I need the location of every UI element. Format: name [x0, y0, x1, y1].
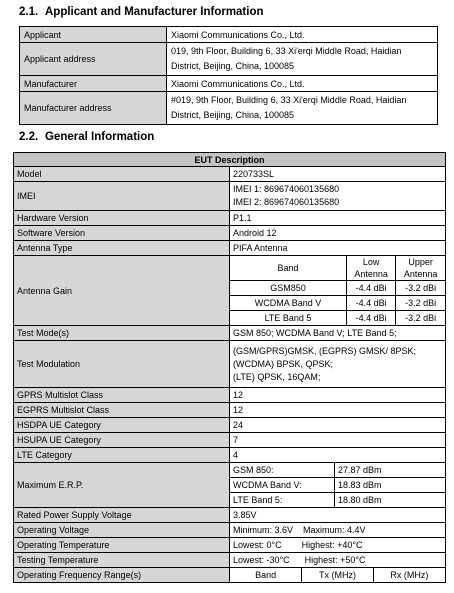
row-label: Antenna Gain [14, 256, 230, 326]
erp-band: LTE Band 5: [230, 493, 335, 508]
row-value: 220733SL [230, 167, 446, 182]
table-row-test-modes [14, 326, 446, 341]
upper-antenna-cell: -3.2 dBi [405, 313, 437, 323]
band-cell: GSM850 [230, 281, 347, 296]
row-label: Test Mode(s) [14, 326, 230, 341]
table-header-row [14, 153, 446, 167]
row-label: Applicant [20, 27, 167, 43]
table-row-model [14, 167, 446, 182]
section-title: General Information [45, 131, 155, 143]
eut-description-table [13, 152, 446, 583]
row-value: Minimum: 3.6V Maximum: 4.4V [230, 523, 446, 538]
row-value: 12 [230, 388, 446, 403]
row-label: Manufacturer address [20, 92, 167, 125]
row-value: Android 12 [230, 226, 446, 241]
erp-value: 18.83 dBm [335, 478, 446, 493]
row-label: IMEI [14, 182, 230, 211]
frequency-range-table [230, 568, 445, 582]
upper-antenna-cell: -3.2 dBi [396, 281, 445, 296]
row-value: 4 [230, 448, 446, 463]
low-antenna-cell: -4.4 dBi [347, 281, 396, 296]
row-label: Manufacturer [20, 76, 167, 92]
row-value: P1.1 [230, 211, 446, 226]
table-row [20, 76, 438, 92]
erp-row [230, 493, 445, 508]
row-label: Software Version [14, 226, 230, 241]
column-header: Band [230, 568, 302, 582]
table-row-max-erp [14, 463, 446, 508]
imei-1: IMEI 1: 869674060135680 [233, 184, 340, 194]
row-label: Operating Frequency Range(s) [14, 568, 230, 583]
row-label: Operating Temperature [14, 538, 230, 553]
imei-2: IMEI 2: 869674060135680 [233, 197, 340, 207]
row-value: PIFA Antenna [230, 241, 446, 256]
antenna-gain-row [230, 311, 445, 326]
row-value: 24 [230, 418, 446, 433]
row-label: Testing Temperature [14, 553, 230, 568]
row-value [230, 341, 446, 388]
low-antenna-cell: -4.4 dBi [347, 311, 396, 326]
table-row-rated-power [14, 508, 446, 523]
section-number: 2.1. [19, 6, 39, 18]
table-row-testing-temperature [14, 553, 446, 568]
row-value: 3.85V [230, 508, 446, 523]
section-title: Applicant and Manufacturer Information [45, 6, 264, 18]
band-cell: LTE Band 5 [230, 311, 347, 326]
table-row-gprs [14, 388, 446, 403]
row-label: GPRS Multislot Class [14, 388, 230, 403]
applicant-manufacturer-table [19, 26, 438, 125]
table-row-hsdpa [14, 418, 446, 433]
row-label: LTE Category [14, 448, 230, 463]
row-label: Test Modulation [14, 341, 230, 388]
upper-antenna-cell: -3.2 dBi [396, 296, 445, 311]
row-value: 7 [230, 433, 446, 448]
section-heading-general [19, 131, 154, 143]
section-number: 2.2. [19, 131, 39, 143]
table-row-lte-category [14, 448, 446, 463]
low-antenna-cell: -4.4 dBi [347, 296, 396, 311]
erp-row [230, 463, 445, 478]
row-label: Hardware Version [14, 211, 230, 226]
row-value: Lowest: 0°C Highest: +40°C [230, 538, 446, 553]
antenna-gain-row [230, 281, 445, 296]
column-header: Tx (MHz) [302, 568, 374, 582]
row-value [230, 182, 446, 211]
band-cell: WCDMA Band V [230, 296, 347, 311]
row-value: Xiaomi Communications Co., Ltd. [167, 27, 438, 43]
max-erp-cell [230, 463, 446, 508]
frequency-header-row [230, 568, 445, 582]
row-value: GSM 850; WCDMA Band V; LTE Band 5; [230, 326, 446, 341]
table-row-hardware [14, 211, 446, 226]
row-label: HSUPA UE Category [14, 433, 230, 448]
column-header: Rx (MHz) [390, 570, 429, 580]
row-label: Antenna Type [14, 241, 230, 256]
column-header: Band [230, 256, 347, 281]
erp-band: WCDMA Band V: [230, 478, 335, 493]
row-value: #019, 9th Floor, Building 6, 33 Xi'erqi Middle Road, Haidian District, Beijing, China, 100085 [167, 92, 438, 125]
table-row-test-modulation [14, 341, 446, 388]
column-header: Upper Antenna [396, 256, 445, 281]
row-label: Applicant address [20, 43, 167, 76]
row-value: 12 [230, 403, 446, 418]
max-erp-table [230, 463, 445, 507]
table-row-operating-voltage [14, 523, 446, 538]
row-label: Maximum E.R.P. [14, 463, 230, 508]
row-value: Xiaomi Communications Co., Ltd. [167, 76, 438, 92]
table-row-antenna-type [14, 241, 446, 256]
table-row [20, 92, 438, 125]
erp-value: 18.80 dBm [338, 495, 382, 505]
table-row-antenna-gain [14, 256, 446, 326]
row-value: 019, 9th Floor, Building 6, 33 Xi'erqi Middle Road, Haidian District, Beijing, China, 100085 [167, 43, 438, 76]
row-label: Model [14, 167, 230, 182]
table-row [20, 27, 438, 43]
modulation-line: (LTE) QPSK, 16QAM; [233, 371, 321, 382]
antenna-gain-table [230, 256, 445, 325]
frequency-range-cell [230, 568, 446, 583]
modulation-line: (GSM/GPRS)GMSK, (EGPRS) GMSK/ 8PSK; [233, 345, 417, 356]
table-row-operating-temperature [14, 538, 446, 553]
table-row [20, 43, 438, 76]
row-value: Lowest: -30°C Highest: +50°C [230, 553, 446, 568]
row-label: EGPRS Multislot Class [14, 403, 230, 418]
section-heading-applicant [19, 6, 264, 18]
table-row-frequency-range [14, 568, 446, 583]
erp-band: GSM 850: [230, 463, 335, 478]
table-row-imei [14, 182, 446, 211]
column-header: Low Antenna [347, 256, 396, 281]
table-row-software [14, 226, 446, 241]
antenna-gain-cell [230, 256, 446, 326]
row-label: Rated Power Supply Voltage [14, 508, 230, 523]
row-label: Operating Voltage [14, 523, 230, 538]
table-row-hsupa [14, 433, 446, 448]
modulation-line: (WCDMA) BPSK, QPSK; [233, 358, 334, 369]
table-row-egprs [14, 403, 446, 418]
antenna-gain-row [230, 296, 445, 311]
erp-row [230, 478, 445, 493]
antenna-gain-header-row [230, 256, 445, 281]
table-header: EUT Description [14, 153, 446, 167]
erp-value: 27.87 dBm [335, 463, 446, 478]
row-label: HSDPA UE Category [14, 418, 230, 433]
